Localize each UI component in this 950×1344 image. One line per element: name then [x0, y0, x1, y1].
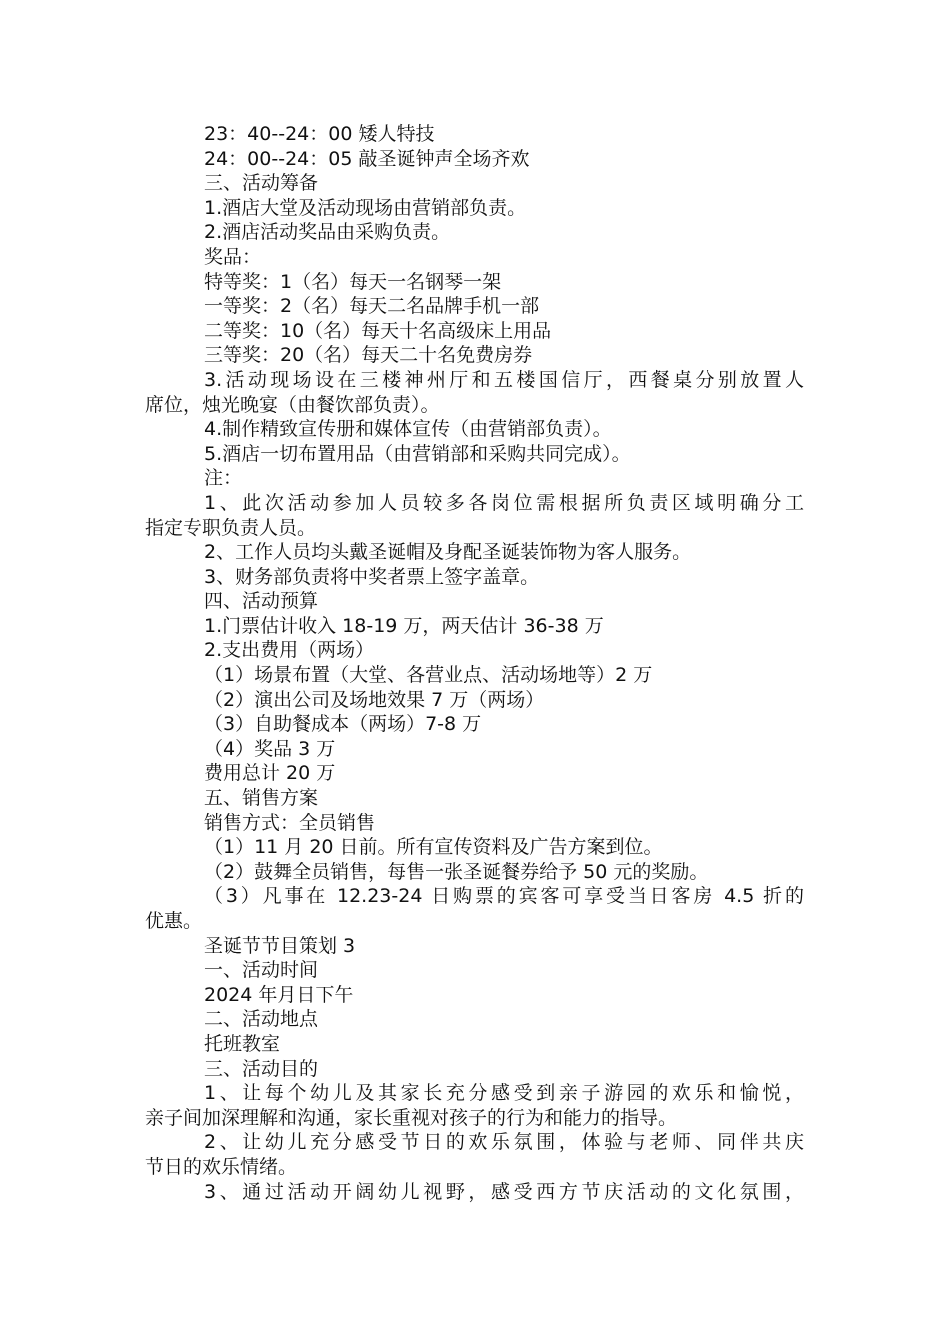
text-line: 注： — [204, 467, 243, 490]
text-line: 1、让每个幼儿及其家长充分感受到亲子游园的欢乐和愉悦， — [204, 1082, 804, 1105]
text-line: 23：40--24：00 矮人特技 — [204, 123, 435, 145]
text-line: 2024 年月日下午 — [204, 983, 354, 1006]
text-line: 1、此次活动参加人员较多各岗位需根据所负责区域明确分工 — [204, 491, 804, 514]
text-line: 2.支出费用（两场） — [204, 639, 375, 662]
text-line: （1）11 月 20 日前。所有宣传资料及广告方案到位。 — [204, 836, 663, 859]
text-line: 2、让幼儿充分感受节日的欢乐氛围，体验与老师、同伴共庆 — [204, 1131, 804, 1154]
text-line: 5.酒店一切布置用品（由营销部和采购共同完成）。 — [204, 442, 631, 465]
text-line: 2、工作人员均头戴圣诞帽及身配圣诞装饰物为客人服务。 — [204, 541, 692, 564]
text-line: （3）自助餐成本（两场）7-8 万 — [204, 713, 482, 736]
text-line: 特等奖：1（名）每天一名钢琴一架 — [204, 270, 502, 293]
text-line: 3、财务部负责将中奖者票上签字盖章。 — [204, 565, 540, 588]
text-line: 24：00--24：05 敲圣诞钟声全场齐欢 — [204, 147, 530, 170]
text-line: 三等奖：20（名）每天二十名免费房券 — [204, 344, 533, 367]
text-line: 一等奖：2（名）每天二名品牌手机一部 — [204, 295, 540, 318]
text-line: （2）鼓舞全员销售，每售一张圣诞餐券给予 50 元的奖励。 — [204, 860, 709, 883]
text-line: 五、销售方案 — [204, 787, 319, 810]
text-line: 费用总计 20 万 — [204, 762, 336, 785]
text-line: 指定专职负责人员。 — [145, 516, 317, 539]
text-line: 二、活动地点 — [204, 1008, 319, 1031]
text-line: 优惠。 — [145, 910, 203, 932]
text-line: （3）凡事在 12.23-24 日购票的宾客可享受当日客房 4.5 折的 — [204, 885, 804, 908]
text-line: 三、活动筹备 — [204, 172, 319, 195]
text-line: 一、活动时间 — [204, 959, 319, 982]
text-line: 4.制作精致宣传册和媒体宣传（由营销部负责）。 — [204, 418, 612, 441]
text-line: 二等奖：10（名）每天十名高级床上用品 — [204, 319, 552, 342]
text-line: 节日的欢乐情绪。 — [145, 1155, 298, 1178]
document-body — [0, 122, 950, 1204]
text-line: 1.门票估计收入 18-19 万，两天估计 36-38 万 — [204, 614, 604, 637]
text-line: （2）演出公司及场地效果 7 万（两场） — [204, 688, 545, 711]
text-line: 托班教室 — [204, 1032, 281, 1055]
text-line: 四、活动预算 — [204, 590, 319, 613]
text-line: 3、通过活动开阔幼儿视野，感受西方节庆活动的文化氛围， — [204, 1180, 804, 1203]
text-line: （4）奖品 3 万 — [204, 737, 336, 760]
text-line: 三、活动目的 — [204, 1057, 319, 1080]
text-line: 销售方式：全员销售 — [204, 811, 376, 834]
text-line: 奖品： — [204, 245, 262, 268]
text-line: 3.活动现场设在三楼神州厅和五楼国信厅，西餐桌分别放置人 — [204, 368, 804, 391]
text-line: 圣诞节节目策划 3 — [204, 934, 356, 957]
text-line: （1）场景布置（大堂、各营业点、活动场地等）2 万 — [204, 664, 653, 687]
text-line: 2.酒店活动奖品由采购负责。 — [204, 221, 451, 244]
text-line: 亲子间加深理解和沟通，家长重视对孩子的行为和能力的指导。 — [145, 1106, 678, 1129]
text-line: 1.酒店大堂及活动现场由营销部负责。 — [204, 196, 527, 219]
text-line: 席位，烛光晚宴（由餐饮部负责）。 — [145, 393, 440, 416]
